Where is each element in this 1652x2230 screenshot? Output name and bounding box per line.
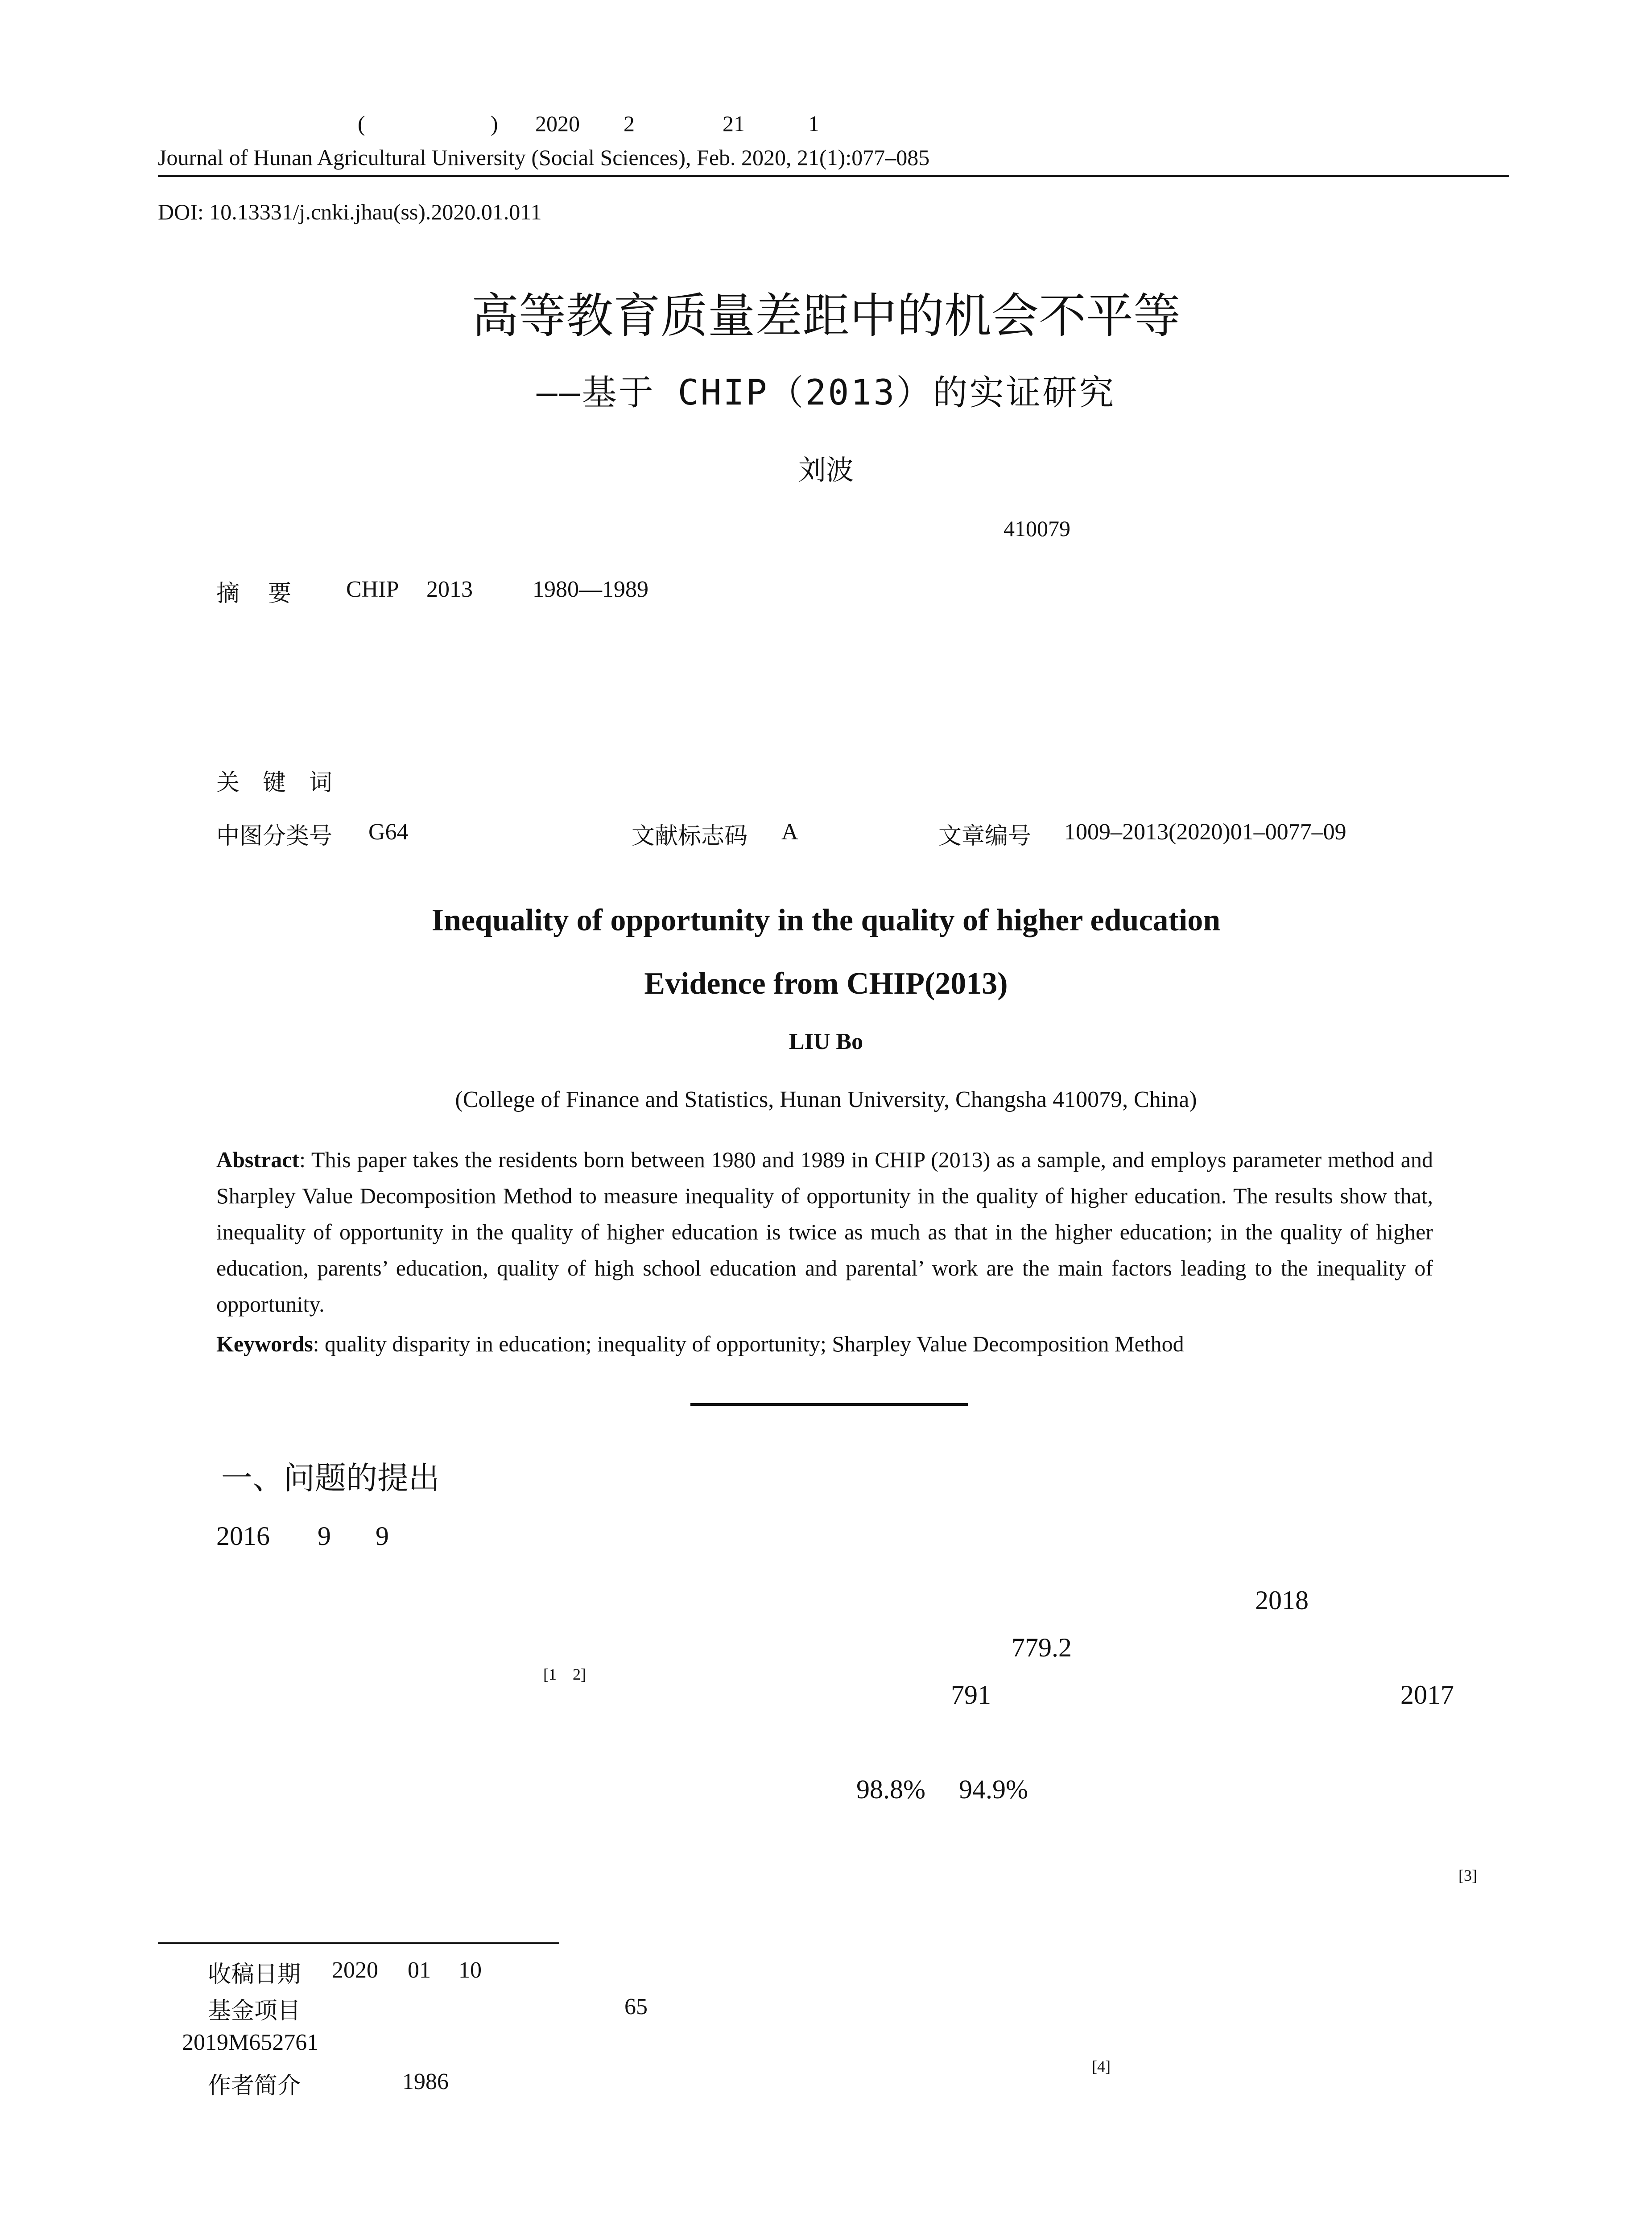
bio-label: 作者简介 <box>208 2073 301 2099</box>
subtitle-en: Evidence from CHIP(2013) <box>644 966 1008 1001</box>
body-num-988: 98.8% <box>856 1775 925 1804</box>
abstract-cn-term-range: 1980—1989 <box>533 577 648 602</box>
section-separator <box>690 1403 968 1406</box>
body-num-2017: 2017 <box>1400 1680 1454 1710</box>
body-num-9a: 9 <box>318 1521 331 1551</box>
body-num-2018: 2018 <box>1255 1586 1309 1615</box>
abstract-en-text: : This paper takes the residents born between 1980 and 1989 in CHIP (2013) as a sample, and employs parameter method and Sharpley Value Decomposition Method to measure inequality of opportunity in the quality of higher education. The results show that, inequality of opportunity in the quality of higher education is twice as much as that in the higher education; in the quality of higher education, parents’ education, quality of high school education and parental’ work are the main factors leading to the inequality of opportunity. <box>216 1147 1433 1317</box>
body-num-779: 779.2 <box>1012 1633 1072 1662</box>
abstract-cn-term-chip: CHIP <box>346 577 399 602</box>
citation-4: [4] <box>1092 2057 1111 2075</box>
journal-citation: Journal of Hunan Agricultural University (Social Sciences), Feb. 2020, 21(1):077–085 <box>158 145 930 170</box>
clc-label: 中图分类号 <box>216 823 333 850</box>
body-num-949: 94.9% <box>959 1775 1028 1804</box>
header-rule <box>158 175 1509 177</box>
received-day: 10 <box>458 1957 482 1983</box>
footnote-rule <box>158 1942 559 1944</box>
title-cn: 高等教育质量差距中的机会不平等 <box>471 289 1181 343</box>
fund-id: 2019M652761 <box>182 2030 319 2055</box>
doi: DOI: 10.13331/j.cnki.jhau(ss).2020.01.011 <box>158 199 542 224</box>
body-num-791: 791 <box>951 1680 991 1710</box>
fund-label: 基金项目 <box>208 1998 301 2024</box>
section-heading: 一、问题的提出 <box>221 1460 440 1496</box>
header-cn-year: 2020 <box>535 111 580 136</box>
fund-number: 65 <box>624 1994 648 2019</box>
header-cn-paren-close: ) <box>491 111 498 136</box>
header-cn-volume: 21 <box>723 111 745 136</box>
citation-3: [3] <box>1458 1867 1477 1884</box>
article-number-value: 1009–2013(2020)01–0077–09 <box>1064 819 1346 845</box>
abstract-cn-label: 摘 要 <box>216 580 294 607</box>
author-cn: 刘波 <box>798 454 854 486</box>
affiliation-en: (College of Finance and Statistics, Hunan University, Changsha 410079, China) <box>455 1087 1197 1112</box>
clc-value: G64 <box>368 819 409 845</box>
abstract-en <box>216 1142 1433 1322</box>
doc-code-value: A <box>781 819 798 845</box>
body-num-9b: 9 <box>376 1521 389 1551</box>
header-cn-month: 2 <box>624 111 635 136</box>
keywords-cn-label: 关 键 词 <box>216 769 333 796</box>
keywords-en-label: Keywords <box>216 1331 313 1356</box>
author-en: LIU Bo <box>789 1029 863 1054</box>
keywords-en <box>216 1331 1184 1357</box>
received-year: 2020 <box>332 1957 378 1983</box>
received-label: 收稿日期 <box>208 1961 301 1988</box>
header-cn-paren-open: ( <box>358 111 365 136</box>
bio-year: 1986 <box>402 2069 449 2094</box>
keywords-en-text: : quality disparity in education; inequality of opportunity; Sharpley Value Decomposition Method <box>313 1331 1184 1356</box>
body-num-2016: 2016 <box>216 1521 270 1551</box>
header-cn-issue: 1 <box>808 111 819 136</box>
affiliation-postcode: 410079 <box>1004 516 1070 541</box>
article-number-label: 文章编号 <box>938 823 1032 850</box>
subtitle-cn: ——基于 CHIP（2013）的实证研究 <box>536 373 1116 413</box>
received-month: 01 <box>408 1957 431 1983</box>
abstract-cn-term-year: 2013 <box>426 577 473 602</box>
title-en: Inequality of opportunity in the quality of higher education <box>431 903 1221 937</box>
abstract-en-label: Abstract <box>216 1147 300 1172</box>
doc-code-label: 文献标志码 <box>632 823 748 850</box>
citation-1-2: [1 2] <box>543 1665 586 1683</box>
